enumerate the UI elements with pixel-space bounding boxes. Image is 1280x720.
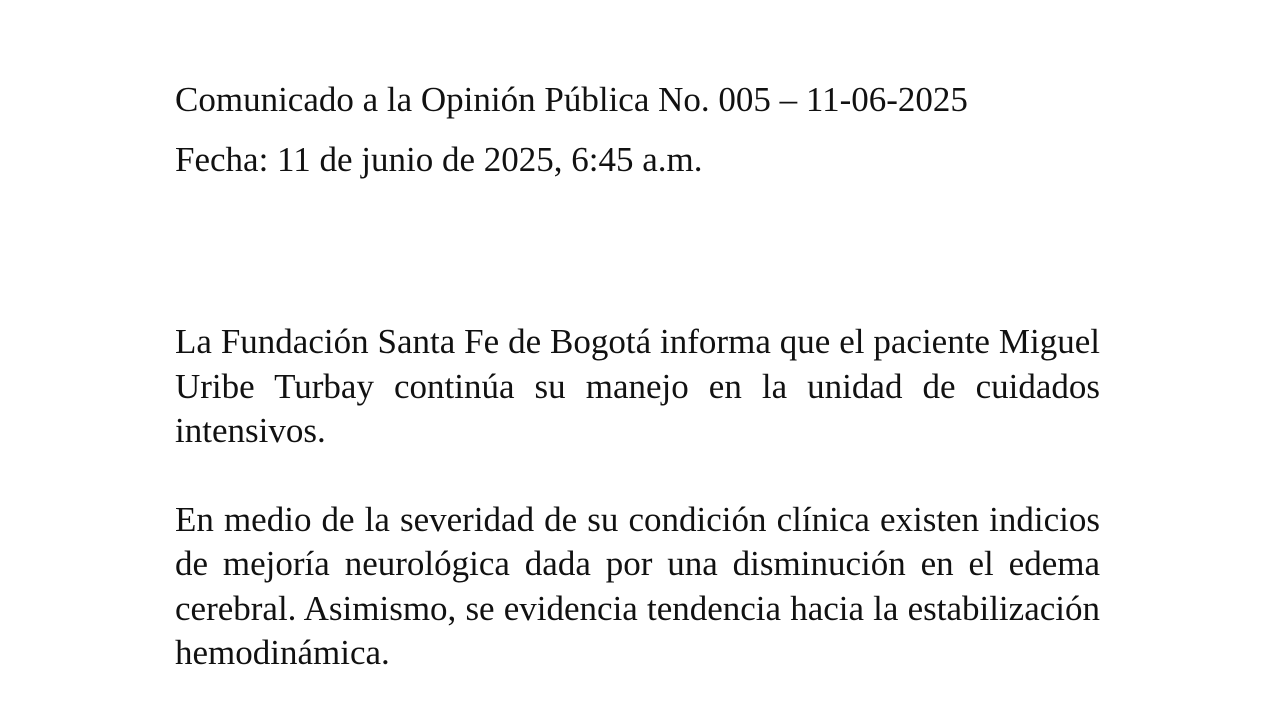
- paragraph-clinical-condition: En medio de la severidad de su condición clínica existen indicios de mejoría neurológica dada por una disminución en el edema cerebral. Asimismo, se evidencia tendencia hacia la estabilización hemodinámica.: [175, 499, 1100, 672]
- communique-title: Comunicado a la Opinión Pública No. 005 – 11-06-2025: [175, 80, 968, 119]
- document-content: [175, 78, 1100, 676]
- paragraph-patient-status: La Fundación Santa Fe de Bogotá informa que el paciente Miguel Uribe Turbay continúa su manejo en la unidad de cuidados intensivos.: [175, 322, 1100, 450]
- communique-date: Fecha: 11 de junio de 2025, 6:45 a.m.: [175, 140, 703, 179]
